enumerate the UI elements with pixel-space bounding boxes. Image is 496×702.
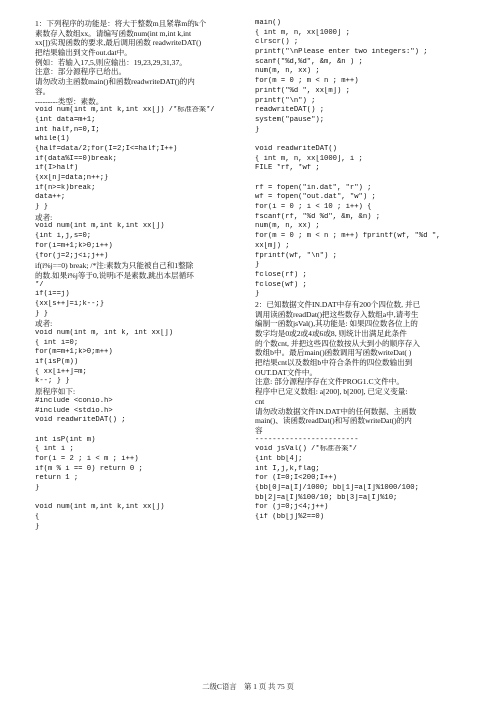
left-column-line [35, 426, 245, 436]
right-column-line: 程序中已定义数组: a[200], b[200], 已定义变量: [255, 387, 408, 397]
left-column-line: {int data=m+1; [35, 115, 96, 124]
left-column-line: 或者: [35, 319, 53, 329]
left-column-line: 的数.如果i%j等于0,说明i不是素数,跳出本层循环 [35, 270, 194, 280]
left-column-line: void num(int m,int k,int xx[]) [35, 503, 165, 512]
right-column-line: 数组b中。最后main()函数调用写函数writeDat( ) [255, 348, 412, 358]
left-column-line: 原程序如下: [35, 387, 76, 397]
right-column-line: fscanf(rf, "%d %d", &m, &n) ; [255, 212, 381, 221]
page-footer: 二级C语言 第 1 页 共 75 页 [202, 682, 294, 691]
right-column-line: void readwriteDAT() [255, 144, 337, 153]
left-column-line: for(i=m+1;k>0;i++) [35, 241, 113, 250]
left-column-line: 或者: [35, 212, 53, 222]
left-column-line: void readwriteDAT() ; [35, 416, 126, 425]
left-column-line: data++; [35, 193, 66, 202]
left-column-line: {for(j=2;j<i;j++) [35, 251, 109, 260]
right-column-line: 注意: 部分源程序存在文件PROG1.C文件中。 [255, 377, 404, 387]
right-column [255, 19, 470, 523]
left-column-line: while(1) [35, 135, 70, 144]
left-column-line: if(isP(m)) [35, 358, 79, 367]
right-column-line: for(m = 0 ; m < n ; m++) fprintf(wf, "%d ", [255, 232, 441, 241]
left-column-line: k--; } } [35, 377, 70, 386]
right-column-line: { int m, n, xx[1000], i ; [255, 154, 363, 163]
right-column-line: {int bb[4]; [255, 454, 303, 463]
right-column-line: printf("\n") ; [255, 96, 316, 105]
right-column-line: 容 [255, 425, 263, 435]
left-column-line: {int i,j,s=0; [35, 232, 92, 241]
left-column-line [35, 494, 245, 504]
right-column-line: for(i = 0 ; i < 10 ; i++) { [255, 203, 372, 212]
left-column-line: if(m % i == 0) return 0 ; [35, 464, 143, 473]
right-column-line: fprintf(wf, "\n") ; [255, 251, 337, 260]
left-column-line: 把结果输出到文件out.dat中。 [35, 48, 132, 58]
left-column-line: return 1 ; [35, 474, 79, 483]
right-column-line: fclose(rf) ; [255, 270, 307, 279]
right-column-line: scanf("%d,%d", &m, &n ) ; [255, 57, 363, 66]
right-column-line: { int m, n, xx[1000] ; [255, 28, 350, 37]
right-column-line [255, 174, 470, 184]
left-column-line: if(i%j==0) break; /*注:素数为只能被自己和1整除 [35, 261, 194, 271]
left-column-line: #include <conio.h> [35, 396, 113, 405]
left-column-line: for(i = 2 ; i < m ; i++) [35, 454, 139, 463]
right-column-line: printf("\nPlease enter two integers:") ; [255, 48, 428, 57]
left-column-line: if(data%I==0)break; [35, 154, 117, 163]
right-column-line: for(m = 0 ; m < n ; m++) [255, 77, 359, 86]
right-column-line: int I,j,k,flag; [255, 464, 320, 473]
right-column-line: } [255, 125, 260, 134]
right-column-line: 调用读函数readDat()把这些数存入数组a中,请考生 [255, 309, 419, 319]
right-column-line: 编制一函数jsVal(),其功能是: 如果四位数各位上的 [255, 319, 418, 329]
left-column-line: void num(int m, int k, int xx[]) [35, 329, 174, 337]
left-column-line: 例如：若输入17,5,则应输出：19,23,29,31,37。 [35, 57, 187, 67]
right-column-line: } [255, 261, 260, 270]
right-column-line: xx[m]) ; [255, 241, 290, 250]
left-column-line: int isP(int m) [35, 435, 96, 444]
left-column-line: {xx[s++]=i;k--;} [35, 299, 105, 308]
right-column-line: system("pause"); [255, 115, 325, 124]
right-column-line: FILE *rf, *wf ; [255, 164, 320, 173]
left-column-line: */ [35, 280, 44, 289]
right-column-line: wf = fopen("out.dat", "w") ; [255, 193, 376, 202]
right-column-line: void jsVal() /*标准答案*/ [255, 445, 358, 454]
left-column-line: } [35, 522, 40, 531]
right-column-line: 2：已知数据文件IN.DAT中存有200个四位数, 并已 [255, 299, 421, 309]
left-column-line: {xx[n]=data;n++;} [35, 174, 109, 182]
right-column-line: } [255, 290, 260, 299]
left-column-line: 容。 [35, 86, 51, 96]
left-column-line: { xx[i++]=m; [35, 367, 87, 376]
left-column-line: 素数存入数组xx。请编写函数num(int m,int k,int [35, 28, 192, 38]
left-column-line: } [35, 484, 40, 492]
left-column-line: if(n>=k)break; [35, 183, 96, 192]
right-column-line: bb[2]=a[I]%100/10; bb[3]=a[I]%10; [255, 493, 398, 502]
left-column-line: void num(int m,int k,int xx[]) [35, 222, 165, 231]
right-column-line: for (j=0;j<4;j++) [255, 503, 329, 512]
left-column-line: ---------类型：素数。 [35, 96, 104, 106]
right-column-line: 把结果cnt以及数组b中符合条件的四位数输出到 [255, 358, 413, 368]
right-column-line: num(m, n, xx) ; [255, 222, 320, 231]
right-column-line: 数字均是0或2或4或6或8, 则统计出满足此条件 [255, 329, 407, 338]
left-column-line: } } [35, 203, 48, 212]
left-column-line: {half=data/2;for(I=2;I<=half;I++) [35, 144, 178, 153]
left-column-line: { [35, 513, 40, 522]
right-column-line: clrscr() ; [255, 38, 299, 47]
right-column-line: 请勿改动数据文件IN.DAT中的任何数据、主函数 [255, 406, 417, 416]
left-column-line: if(i==j) [35, 290, 70, 299]
left-column-line: 注意：部分源程序已给出。 [35, 67, 127, 77]
right-column-line: OUT.DAT文件中。 [255, 367, 318, 377]
left-column [35, 19, 245, 532]
right-column-line [255, 135, 470, 145]
right-column-line: {bb[0]=a[I]/1000; bb[1]=a[I]%1000/100; [255, 484, 419, 492]
left-column-line: } } [35, 309, 48, 318]
right-column-line: for (I=0;I<200;I++) [255, 474, 337, 483]
right-column-line: main() [255, 19, 281, 27]
right-column-line: ------------------------ [255, 435, 359, 444]
left-column-line: 1：下列程序的功能是：将大于整数m且紧靠m的k个 [35, 19, 207, 28]
left-column-line: #include <stdio.h> [35, 406, 113, 415]
right-column-line: fclose(wf) ; [255, 280, 307, 289]
right-column-line: {if (bb[j]%2==0) [255, 513, 325, 522]
left-column-line: { int i=0; [35, 338, 79, 347]
left-column-line: void num(int m,int k,int xx[]) /*标准答案*/ [35, 106, 215, 115]
right-column-line: num(m, n, xx) ; [255, 67, 320, 76]
right-column-line: 的个数cnt, 并把这些四位数按从大到小的顺序存入 [255, 338, 420, 348]
right-column-line: printf("%d ", xx[m]) ; [255, 86, 350, 95]
left-column-line: int half,n=0,I; [35, 125, 100, 134]
left-column-line: if(I>half) [35, 164, 79, 173]
left-column-line: for(m=m+1;k>0;m++) [35, 348, 113, 357]
left-column-line: xx[])实现函数的要求,最后调用函数 readwriteDAT() [35, 38, 202, 48]
left-column-line: { int i ; [35, 445, 74, 454]
right-column-line: rf = fopen("in.dat", "r") ; [255, 183, 372, 192]
right-column-line: main()、读函数readDat()和写函数writeDat()的内 [255, 416, 412, 426]
left-column-line: 请勿改动主函数main()和函数readwriteDAT()的内 [35, 77, 195, 87]
right-column-line: readwriteDAT() ; [255, 106, 325, 115]
right-column-line: cnt [255, 396, 265, 406]
